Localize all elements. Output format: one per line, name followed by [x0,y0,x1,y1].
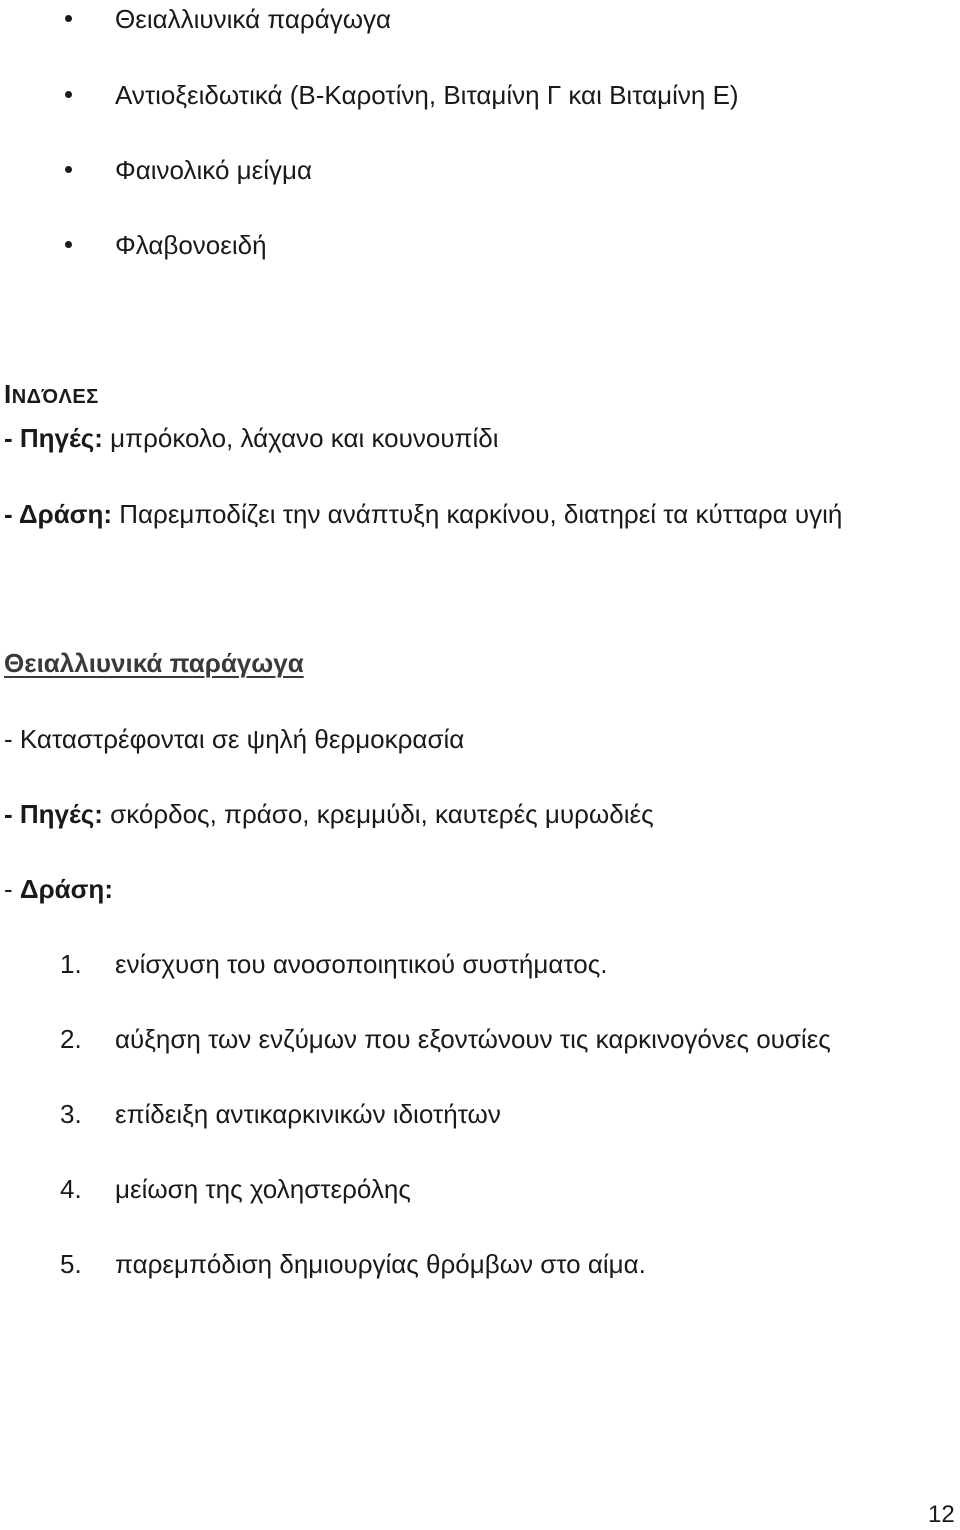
indoles-heading-rest: ΝΔΌΛΕΣ [11,386,99,408]
list-item-number: 5. [60,1249,82,1279]
sources-text: σκόρδος, πράσο, κρεμμύδι, καυτερές μυρωδιές [102,799,654,829]
list-item-text: αύξηση των ενζύμων που εξοντώνουν τις καρκινογόνες ουσίες [115,1024,831,1054]
thio-heading: Θειαλλιυνικά παράγωγα [4,648,304,678]
thio-line-temperature: - Καταστρέφονται σε ψηλή θερμοκρασία [4,724,465,754]
page-number: 12 [928,1501,955,1528]
sources-label: - Πηγές: [4,423,103,453]
list-item-text: μείωση της χοληστερόλης [115,1174,411,1204]
indoles-heading-initial: Ι [4,379,12,409]
list-item-number: 1. [60,949,82,979]
bullet-dot [65,166,72,173]
list-item-number: 4. [60,1174,82,1204]
indoles-heading [4,378,99,413]
list-item-text: ενίσχυση του ανοσοποιητικού συστήματος. [115,949,608,979]
bullet-item: Φλαβονοειδή [115,230,267,260]
list-item-number: 2. [60,1024,82,1054]
action-dash: - [4,874,20,904]
indoles-action [4,498,842,530]
bullet-item: Θειαλλιυνικά παράγωγα [115,4,392,34]
bullet-dot [65,241,72,248]
sources-label: - Πηγές: [4,799,103,829]
list-item-number: 3. [60,1099,82,1129]
list-item-text: παρεμπόδιση δημιουργίας θρόμβων στο αίμα. [115,1249,646,1279]
action-label: - Δράση: [4,499,112,529]
action-text: Παρεμποδίζει την ανάπτυξη καρκίνου, διατηρεί τα κύτταρα υγιή [112,499,843,529]
thio-action [4,873,113,905]
action-label: Δράση: [19,874,113,904]
sources-text: μπρόκολο, λάχανο και κουνουπίδι [102,423,499,453]
bullet-dot [65,91,72,98]
thio-sources [4,798,654,830]
list-item-text: επίδειξη αντικαρκινικών ιδιοτήτων [115,1099,501,1129]
bullet-dot [65,15,72,22]
indoles-sources [4,422,499,454]
bullet-item: Αντιοξειδωτικά (Β-Καροτίνη, Βιταμίνη Γ και Βιταμίνη Ε) [115,80,739,110]
bullet-item: Φαινολικό μείγμα [115,155,313,185]
